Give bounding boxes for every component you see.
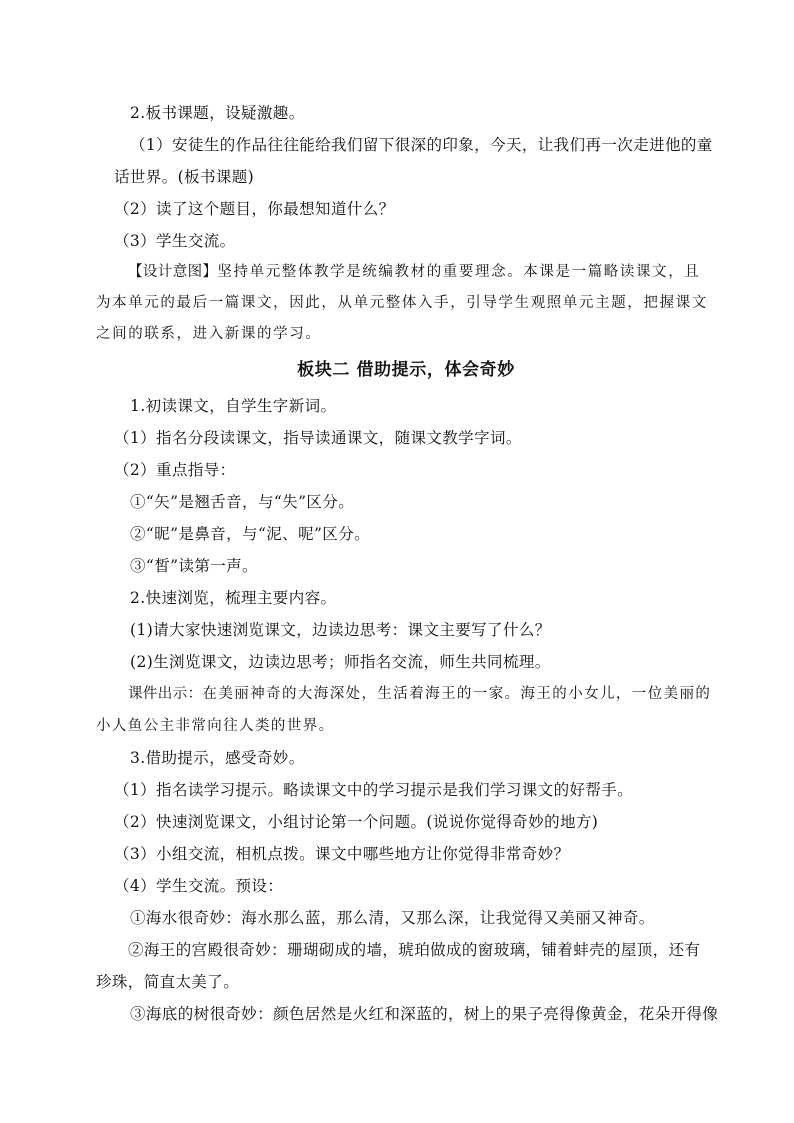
hint-item-2: （2）快速浏览课文，小组讨论第一个问题。(说说你觉得奇妙的地方) (114, 813, 599, 831)
step-2-heading: 2.板书课题，设疑激趣。 (130, 104, 305, 122)
design-intent-label: 【设计意图】 (128, 264, 218, 280)
browse-item-1: (1)请大家快速浏览课文，边读边思考：课文主要写了什么？ (130, 621, 551, 639)
courseware-text: 在美丽神奇的大海深处，生活着海王的一家。海王的小女儿，一位美丽的小人鱼公主非常向往人类的世界。 (96, 686, 712, 734)
browse-item-2: (2)生浏览课文，边读边思考；师指名交流，师生共同梳理。 (130, 653, 551, 671)
pronunciation-note-2: ②“昵”是鼻音，与“泥、呢”区分。 (130, 525, 370, 543)
read-item-2: （2）重点指导： (114, 461, 236, 479)
browse-heading: 2.快速浏览，梳理主要内容。 (130, 589, 337, 607)
read-heading: 1.初读课文，自学生字新词。 (130, 397, 337, 415)
courseware-paragraph (96, 678, 716, 742)
preset-answer-1: ①海水很奇妙：海水那么蓝，那么清，又那么深，让我觉得又美丽又神奇。 (130, 909, 655, 927)
design-intent-paragraph (96, 257, 716, 350)
step-2-item-3: （3）学生交流。 (114, 232, 236, 250)
step-2-item-1: （1）安徒生的作品往往能给我们留下很深的印象，今天，让我们再一次走进他的童话世界。(板书课题) (114, 136, 713, 186)
read-item-1: （1）指名分段读课文，指导读通课文，随课文教学字词。 (114, 429, 522, 447)
preset-answer-2: ②海王的宫殿很奇妙：珊瑚砌成的墙，琥珀做成的窗玻璃，铺着蚌壳的屋顶，还有珍珠，简直太美了。 (96, 941, 701, 991)
courseware-label: 课件出示： (128, 686, 203, 702)
document-body (96, 97, 719, 1030)
hint-item-1: （1）指名读学习提示。略读课文中的学习提示是我们学习课文的好帮手。 (114, 781, 634, 799)
step-2-item-2: （2）读了这个题目，你最想知道什么？ (114, 200, 395, 218)
pronunciation-note-1: ①“矢”是翘舌音，与“失”区分。 (130, 493, 355, 511)
pronunciation-note-3: ③“皙”读第一声。 (130, 557, 258, 575)
hint-heading: 3.借助提示，感受奇妙。 (130, 749, 305, 767)
section-title: 板块二 借助提示，体会奇妙 (297, 360, 515, 380)
preset-answer-3: ③海底的树很奇妙：颜色居然是火红和深蓝的，树上的果子亮得像黄金，花朵开得像 (130, 1005, 719, 1023)
hint-item-4: （4）学生交流。预设： (114, 877, 284, 895)
design-intent-text: 坚持单元整体教学是统编教材的重要理念。本课是一篇略读课文，且为本单元的最后一篇课文，因此，从单元整体入手，引导学生观照单元主题，把握课文之间的联系，进入新课的学习。 (96, 264, 708, 342)
hint-item-3: （3）小组交流，相机点拨。课文中哪些地方让你觉得非常奇妙？ (114, 845, 570, 863)
